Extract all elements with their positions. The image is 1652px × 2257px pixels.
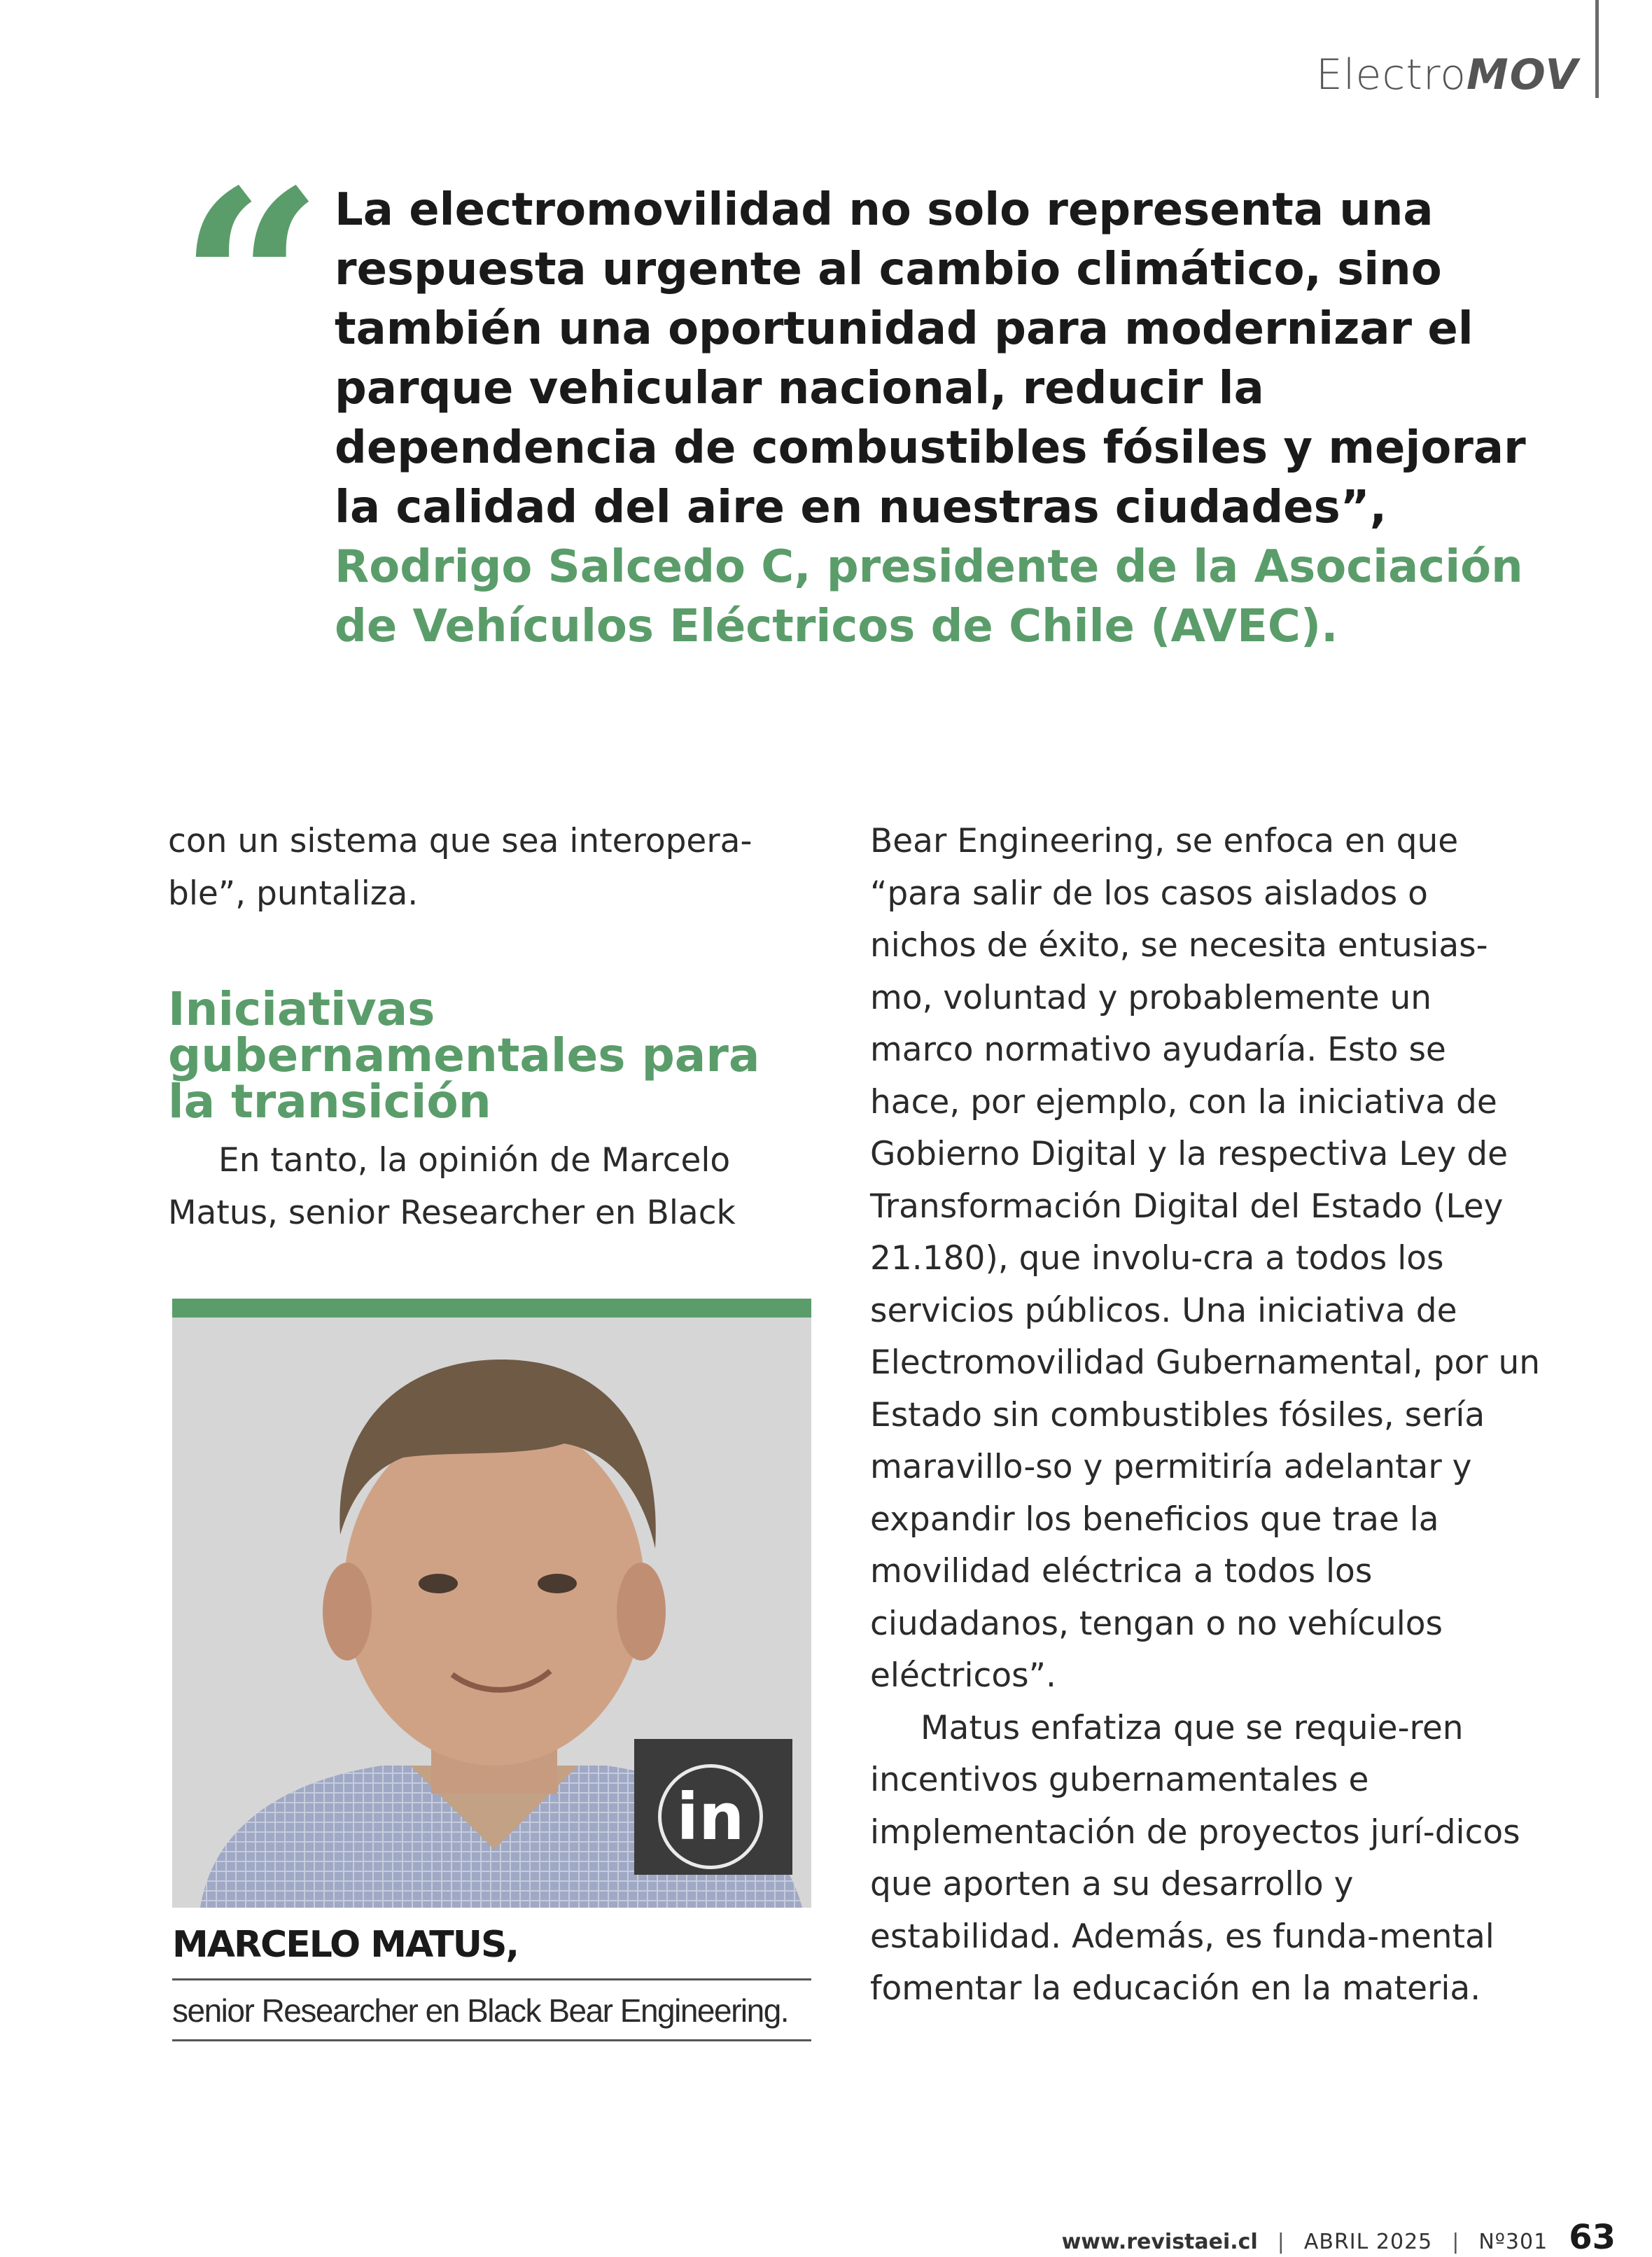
right-column [870, 816, 1542, 2015]
page-footer [1062, 2218, 1616, 2257]
pull-quote-text: La electromovilidad no solo representa una respuesta urgente al cambio climático, sino también una oportunidad para modernizar el parque vehicular nacional, reducir la dependencia de combustibles fósiles y mejorar la calidad del aire en nuestras ciudades”, [335, 184, 1526, 533]
quote-mark-icon: “ [178, 135, 303, 431]
left-column [168, 816, 819, 1239]
photo-caption-role: senior Researcher en Black Bear Engineering. [172, 1992, 789, 2029]
footer-issue: Nº301 [1478, 2230, 1548, 2254]
pull-quote-attribution: Rodrigo Salcedo C, presidente de la Asociación de Vehículos Eléctricos de Chile (AVEC). [335, 541, 1523, 652]
magazine-section-brand [1316, 50, 1579, 106]
left-paragraph-1: con un sistema que sea interopera-ble”, puntaliza. [168, 822, 752, 913]
right-paragraph-2: Matus enfatiza que se requie-ren incentivos gubernamentales e implementación de proyectos jurí-dicos que aporten a su desarrollo y estabilidad. Además, es funda-mental fomentar la educación en la materia. [870, 1708, 1520, 2008]
footer-url[interactable]: www.revistaei.cl [1061, 2230, 1258, 2254]
brand-light: Electro [1315, 50, 1466, 99]
left-paragraph-2: En tanto, la opinión de Marcelo Matus, senior Researcher en Black [168, 1141, 736, 1232]
footer-date: ABRIL 2025 [1303, 2230, 1433, 2254]
header-divider [1595, 0, 1599, 98]
linkedin-icon[interactable]: in [658, 1764, 763, 1869]
photo-accent-bar [172, 1299, 811, 1318]
section-subheading: Iniciativas gubernamentales para la transición [168, 982, 760, 1128]
caption-divider-top [172, 1978, 811, 1980]
footer-separator: | [1277, 2230, 1284, 2254]
right-paragraph-1: Bear Engineering, se enfoca en que “para salir de los casos aislados o nichos de éxito, se necesita entusias-mo, voluntad y probablemente un marco normativo ayudaría. Esto se hace, por ejemplo, con la iniciativa de Gobierno Digital y la respectiva Ley de Transformación Digital del Estado (Ley 21.180), que involu-cra a todos los servicios públicos. Una iniciativa de Electromovilidad Gubernamental, por un Estado sin combustibles fósiles, sería maravillo-so y permitiría adelantar y expandir los beneficios que trae la movilidad eléctrica a todos los ciudadanos, tengan o no vehículos eléctricos”. [870, 822, 1541, 1695]
page-number: 63 [1569, 2218, 1616, 2257]
brand-bold: MOV [1466, 50, 1579, 99]
footer-separator: | [1452, 2230, 1460, 2254]
caption-divider-bottom [172, 2039, 811, 2041]
pull-quote [335, 181, 1539, 657]
photo-caption-name: MARCELO MATUS, [172, 1924, 519, 1966]
